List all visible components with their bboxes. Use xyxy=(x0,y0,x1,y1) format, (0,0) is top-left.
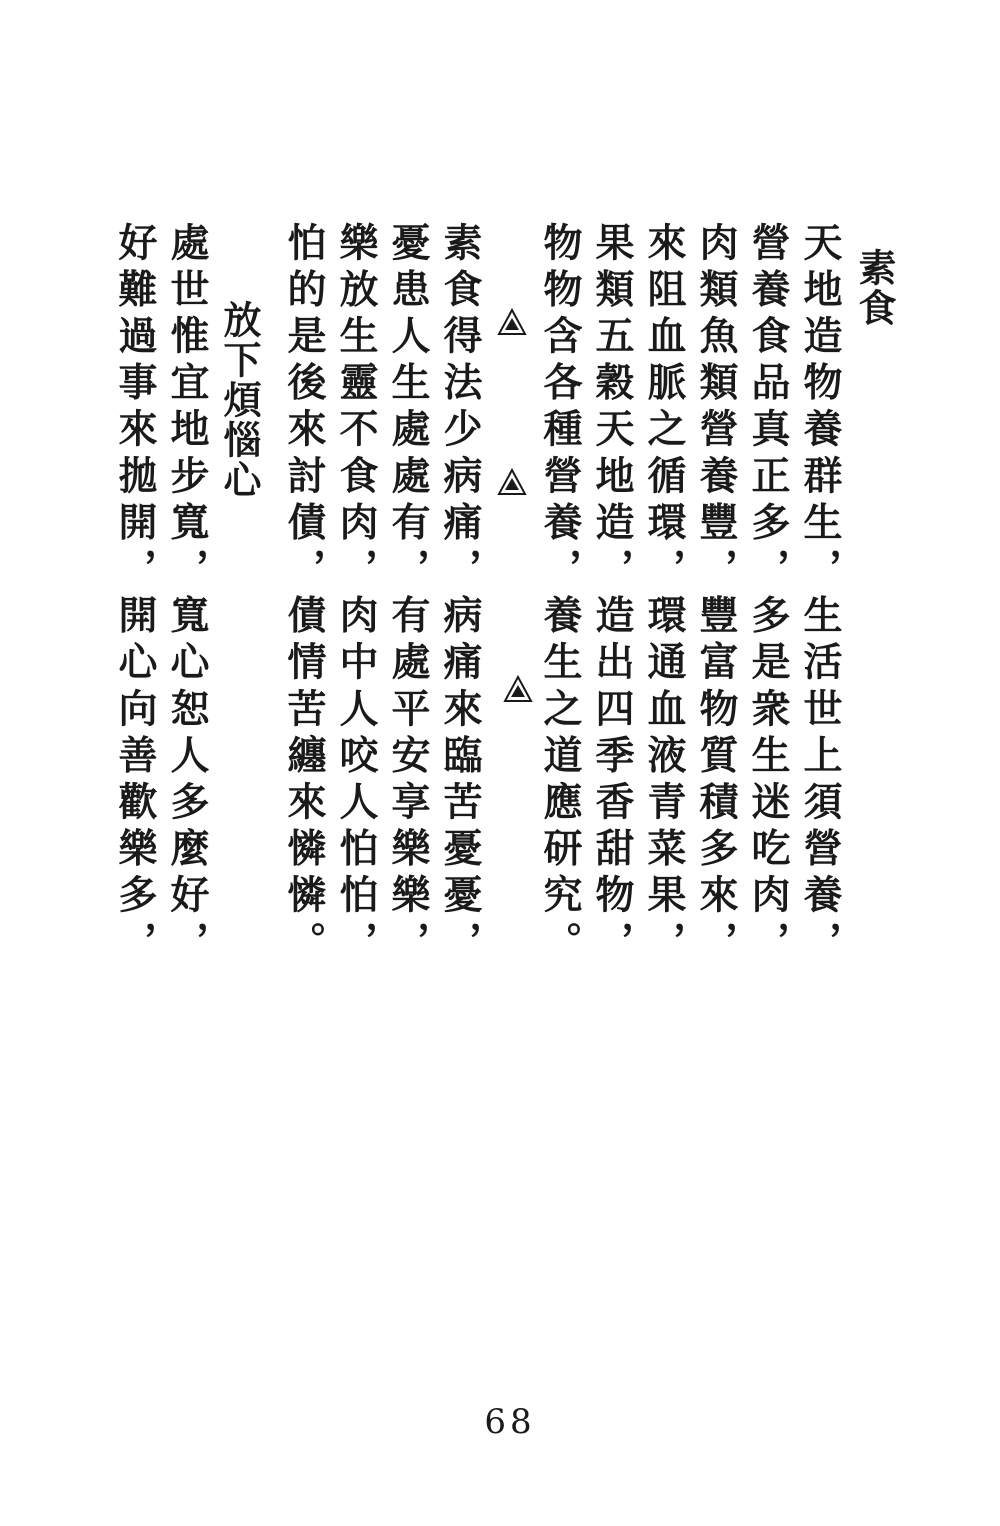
section1-line-5: 果類五穀天地造，造出四季香甜物， xyxy=(589,222,635,968)
triangle-marker-icon xyxy=(497,468,527,496)
section3-line-1: 處世惟宜地步寬，寬心恕人多麼好， xyxy=(164,222,210,968)
triangle-marker-icon xyxy=(503,675,533,703)
section1-title: 素食 xyxy=(852,248,897,328)
section1-line-1: 天地造物養群生，生活世上須營養， xyxy=(797,222,843,968)
section2-line-4: 怕的是後來討債，債情苦纏來憐憐。 xyxy=(281,222,327,968)
section1-line-6: 物物含各種營養，養生之道應研究。 xyxy=(537,222,583,968)
section3-line-2: 好難過事來拋開，開心向善歡樂多， xyxy=(112,222,158,968)
section1-line-4: 來阻血脈之循環，環通血液青菜果， xyxy=(641,222,687,968)
section2-line-2: 憂患人生處處有，有處平安享樂樂， xyxy=(385,222,431,968)
section2-line-1: 素食得法少病痛，病痛來臨苦憂憂， xyxy=(437,222,483,968)
section2-line-3: 樂放生靈不食肉，肉中人咬人怕怕， xyxy=(333,222,379,968)
page-number: 68 xyxy=(484,1402,536,1442)
section1-line-2: 營養食品真正多，多是衆生迷吃肉， xyxy=(745,222,791,968)
section1-line-3: 肉類魚類營養豐，豐富物質積多來， xyxy=(693,222,739,968)
section3-title: 放下煩惱心 xyxy=(217,300,262,500)
triangle-marker-icon xyxy=(497,308,527,336)
